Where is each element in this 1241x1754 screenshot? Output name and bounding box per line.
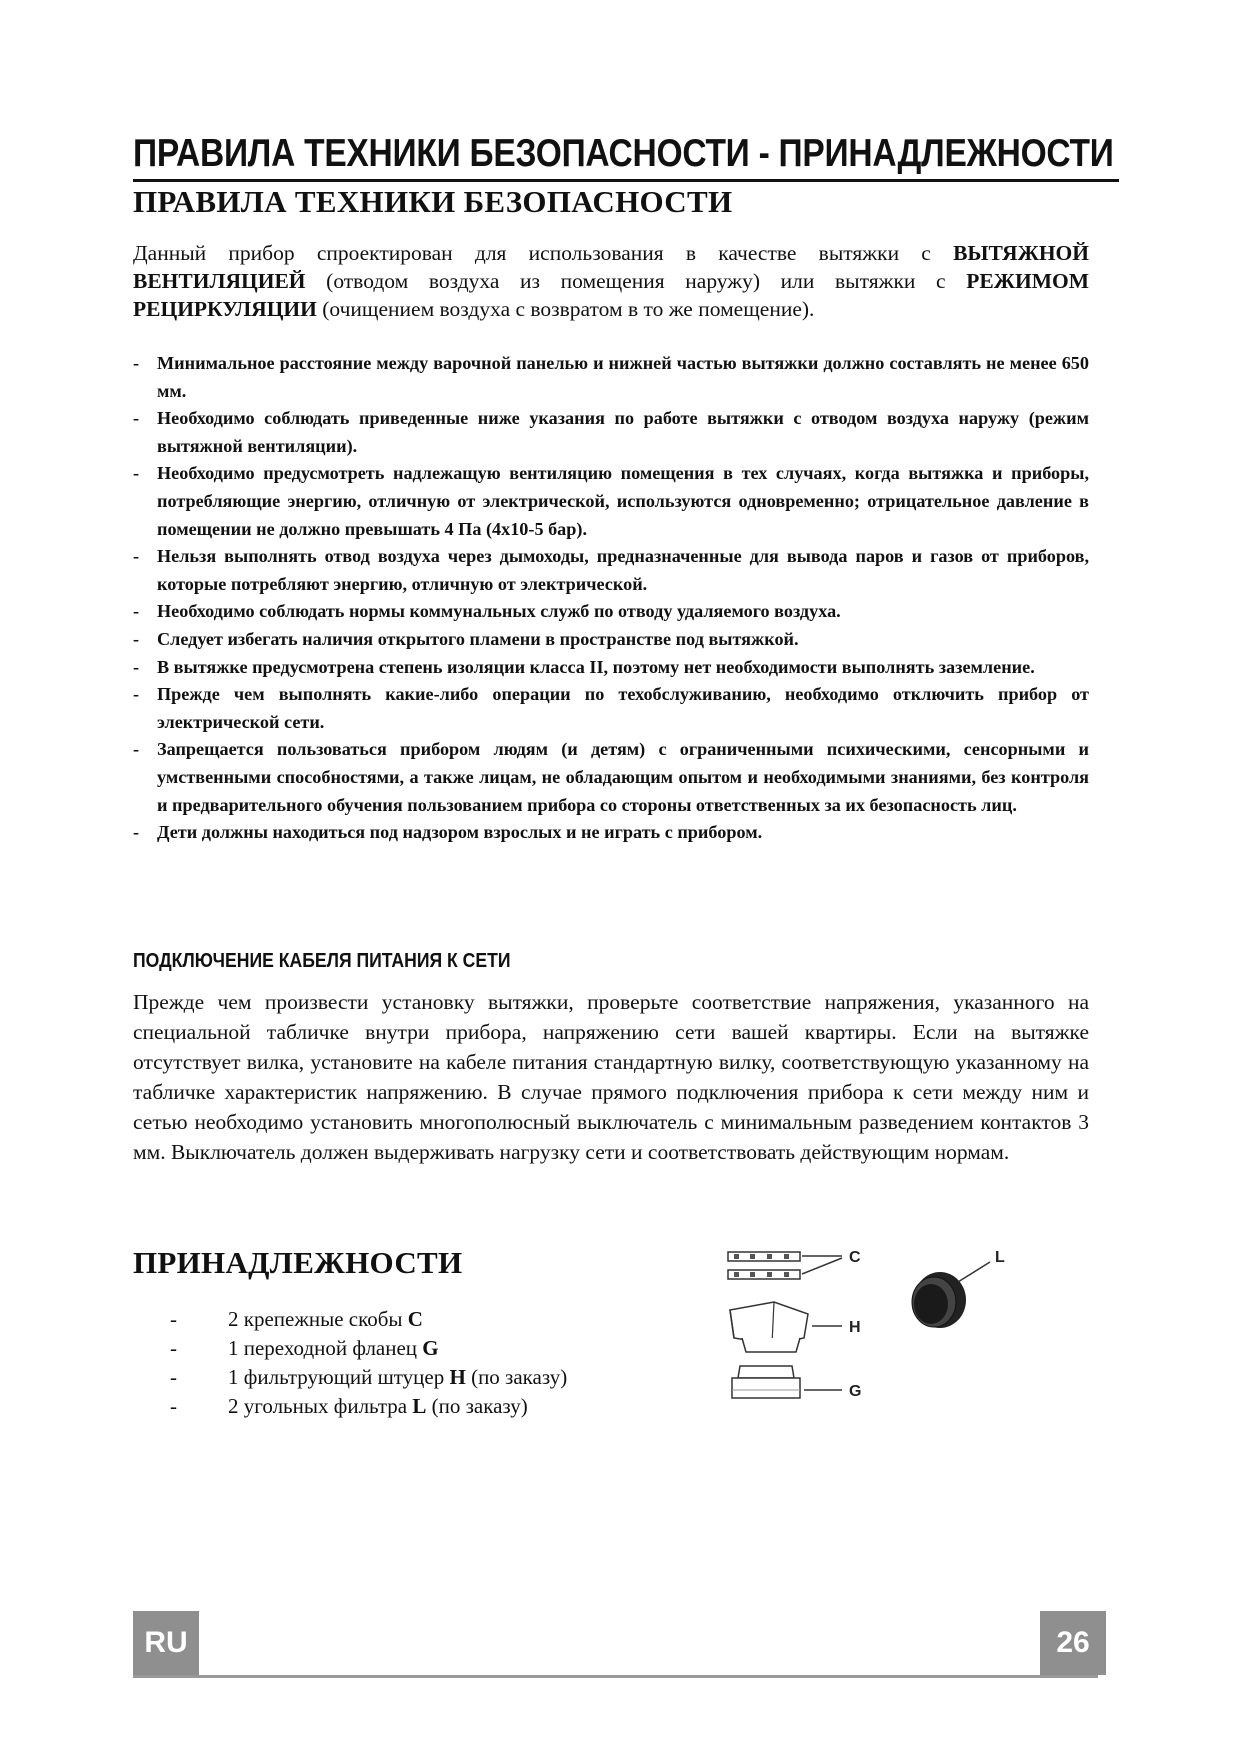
accessories-diagram bbox=[712, 1238, 1042, 1438]
intro-paragraph: Данный прибор спроектирован для использования в качестве вытяжки с ВЫТЯЖНОЙ ВЕНТИЛЯЦИЕЙ (отводом воздуха из помещения наружу) или вытяжки с РЕЖИМОМ РЕЦИРКУЛЯЦИИ (очищением воздуха с возвратом в то же помещение). bbox=[133, 241, 1089, 321]
label-g: G bbox=[849, 1383, 862, 1400]
filter-l-illustration bbox=[912, 1262, 990, 1328]
accessory-item: - 1 фильтрующий штуцер H (по заказу) bbox=[170, 1365, 568, 1389]
accessory-item: - 2 крепежные скобы C bbox=[170, 1307, 423, 1331]
rule-item: - Запрещается пользоваться прибором людям (и детям) с ограниченными психическими, сенсорными и умственными способностями, а также лицам, не обладающим опытом и необходимыми знаниями, без контроля и предварительного обучения пользованием прибора со стороны ответственных за их безопасность лиц. bbox=[133, 739, 1089, 815]
cable-heading: ПОДКЛЮЧЕНИЕ КАБЕЛЯ ПИТАНИЯ К СЕТИ bbox=[133, 950, 511, 972]
accessories-list bbox=[170, 1305, 690, 1421]
label-c: C bbox=[849, 1249, 861, 1266]
accessory-item: - 1 переходной фланец G bbox=[170, 1336, 439, 1360]
accessory-item: - 2 угольных фильтра L (по заказу) bbox=[170, 1394, 528, 1418]
label-h: H bbox=[849, 1319, 861, 1336]
footer-bar bbox=[133, 1625, 1098, 1678]
rule-item: - Следует избегать наличия открытого пламени в пространстве под вытяжкой. bbox=[133, 628, 799, 649]
rule-item: - Прежде чем выполнять какие-либо операции по техобслуживанию, необходимо отключить прибор от электрической сети. bbox=[133, 684, 1089, 732]
rule-item: - Необходимо соблюдать нормы коммунальных служб по отводу удаляемого воздуха. bbox=[133, 601, 841, 622]
rule-item: - В вытяжке предусмотрена степень изоляции класса II, поэтому нет необходимости выполнять заземление. bbox=[133, 656, 1035, 677]
footer-language: RU bbox=[133, 1611, 199, 1675]
rule-item: - Минимальное расстояние между варочной панелью и нижней частью вытяжки должно составлять не менее 650 мм. bbox=[133, 353, 1089, 401]
title-rule bbox=[133, 179, 1119, 182]
flange-g-illustration bbox=[732, 1366, 842, 1398]
accessories-heading: ПРИНАДЛЕЖНОСТИ bbox=[133, 1245, 463, 1280]
footer-page-number: 26 bbox=[1040, 1611, 1106, 1675]
rule-item: - Дети должны находиться под надзором взрослых и не играть с прибором. bbox=[133, 822, 763, 843]
spigot-h-illustration bbox=[730, 1302, 842, 1352]
rule-item: - Нельзя выполнять отвод воздуха через дымоходы, предназначенные для вывода паров и газов от приборов, которые потребляют энергию, отличную от электрической. bbox=[133, 546, 1089, 594]
label-l: L bbox=[995, 1249, 1005, 1266]
rule-item: - Необходимо соблюдать приведенные ниже указания по работе вытяжки с отводом воздуха наружу (режим вытяжной вентиляции). bbox=[133, 408, 1089, 456]
cable-paragraph: Прежде чем произвести установку вытяжки, проверьте соответствие напряжения, указанного на специальной табличке внутри прибора, напряжению сети вашей квартиры. Если на вытяжке отсутствует вилка, установите на кабеле питания стандартную вилку, соответствующую указанному на табличке характеристик напряжению. В случае прямого подключения прибора к сети между ним и сетью необходимо установить многополюсный выключатель с минимальным разведением контактов 3 мм. Выключатель должен выдерживать нагрузку сети и соответствовать действующим нормам. bbox=[133, 990, 1089, 1164]
bracket-c-illustration bbox=[728, 1252, 842, 1279]
safety-heading: ПРАВИЛА ТЕХНИКИ БЕЗОПАСНОСТИ bbox=[133, 184, 733, 219]
safety-rules-list bbox=[133, 350, 1089, 847]
page-title: ПРАВИЛА ТЕХНИКИ БЕЗОПАСНОСТИ - ПРИНАДЛЕЖНОСТИ bbox=[133, 132, 1114, 175]
rule-item: - Необходимо предусмотреть надлежащую вентиляцию помещения в тех случаях, когда вытяжка и приборы, потребляющие энергию, отличную от электрической, используются одновременно; отрицательное давление в помещении не должно превышать 4 Па (4x10-5 бар). bbox=[133, 463, 1089, 539]
